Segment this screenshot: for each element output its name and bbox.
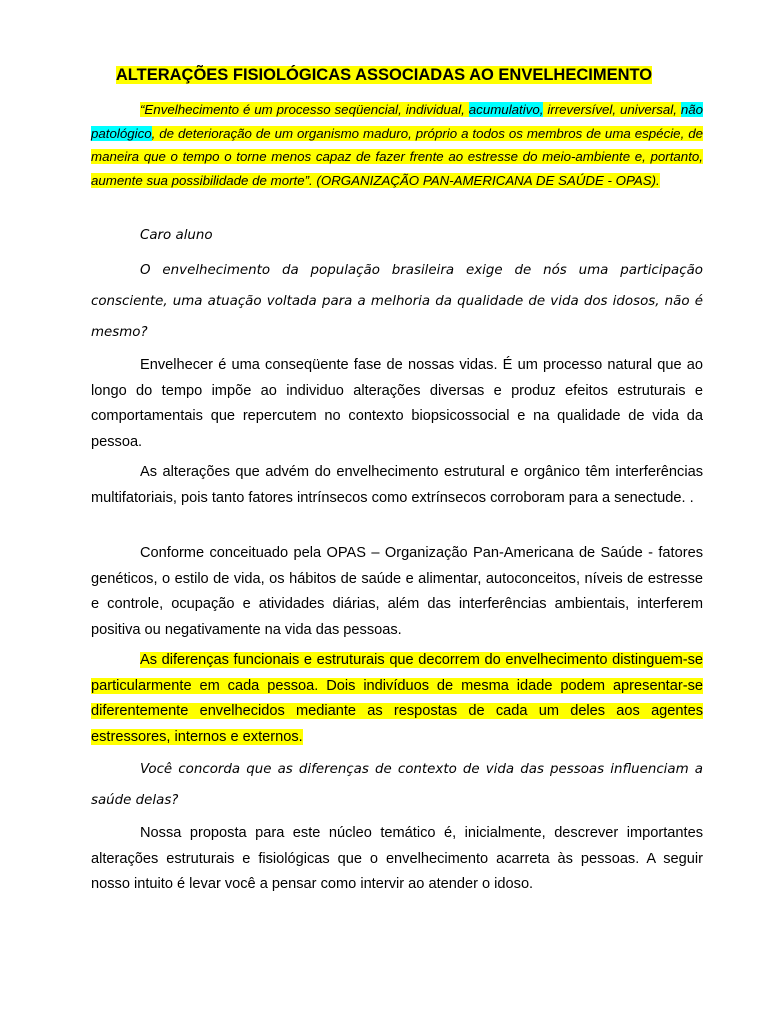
paragraph-envelhecer: Envelhecer é uma conseqüente fase de nossas vidas. É um processo natural que ao longo do tempo impõe ao individuo alterações diversas e produz efeitos estruturais e comportamentais que repercutem no contexto biopsicossocial e na qualidade de vida da pessoa. bbox=[91, 357, 703, 450]
greeting: Caro aluno bbox=[140, 228, 213, 243]
paragraph-intro: O envelhecimento da população brasileira exige de nós uma participação consciente, uma atuação voltada para a melhoria da qualidade de vida dos idosos, não é mesmo? bbox=[91, 263, 703, 340]
quote-part-1: “Envelhecimento é um processo seqüencial, individual, bbox=[140, 102, 469, 117]
quote-highlight-nao-patologico: não patológico bbox=[91, 102, 703, 141]
quote-part-3: , de deterioração de um organismo maduro, próprio a todos os membros de uma espécie, de maneira que o tempo o torne menos capaz de fazer frente ao estresse do meio-ambiente e, portanto, aumente sua possibilidade de morte”. (ORGANIZAÇÃO PAN-AMERICANA DE SAÚDE - OPAS). bbox=[91, 125, 703, 188]
paragraph-diferencas bbox=[91, 648, 703, 750]
title-text: ALTERAÇÕES FISIOLÓGICAS ASSOCIADAS AO ENVELHECIMENTO bbox=[115, 66, 653, 84]
opas-quote bbox=[91, 98, 703, 192]
diferencas-highlight: As diferenças funcionais e estruturais que decorrem do envelhecimento distinguem-se particularmente em cada pessoa. Dois indivíduos de mesma idade podem apresentar-se diferentemente envelhecidos mediante as respostas de cada um deles aos agentes estressores, internos e externos. bbox=[91, 652, 703, 745]
paragraph-pergunta: Você concorda que as diferenças de contexto de vida das pessoas influenciam a saúde delas? bbox=[91, 762, 703, 808]
paragraph-proposta: Nossa proposta para este núcleo temático é, inicialmente, descrever importantes alterações estruturais e fisiológicas que o envelhecimento acarreta às pessoas. A seguir nosso intuito é levar você a pensar como intervir ao atender o idoso. bbox=[91, 825, 703, 892]
paragraph-alteracoes: As alterações que advém do envelhecimento estrutural e orgânico têm interferências multifatoriais, pois tanto fatores intrínsecos como extrínsecos corroboram para a senectude. . bbox=[91, 464, 703, 506]
quote-part-2: irreversível, universal, bbox=[543, 102, 681, 117]
quote-text bbox=[91, 102, 703, 188]
document-title bbox=[60, 64, 708, 86]
paragraph-conforme: Conforme conceituado pela OPAS – Organização Pan-Americana de Saúde - fatores genéticos, o estilo de vida, os hábitos de saúde e alimentar, autoconceitos, níveis de estresse e controle, ocupação e atividades diárias, além das interferências ambientais, interferem positiva ou negativamente na vida das pessoas. bbox=[91, 545, 703, 638]
quote-highlight-acumulativo: acumulativo, bbox=[468, 102, 544, 117]
